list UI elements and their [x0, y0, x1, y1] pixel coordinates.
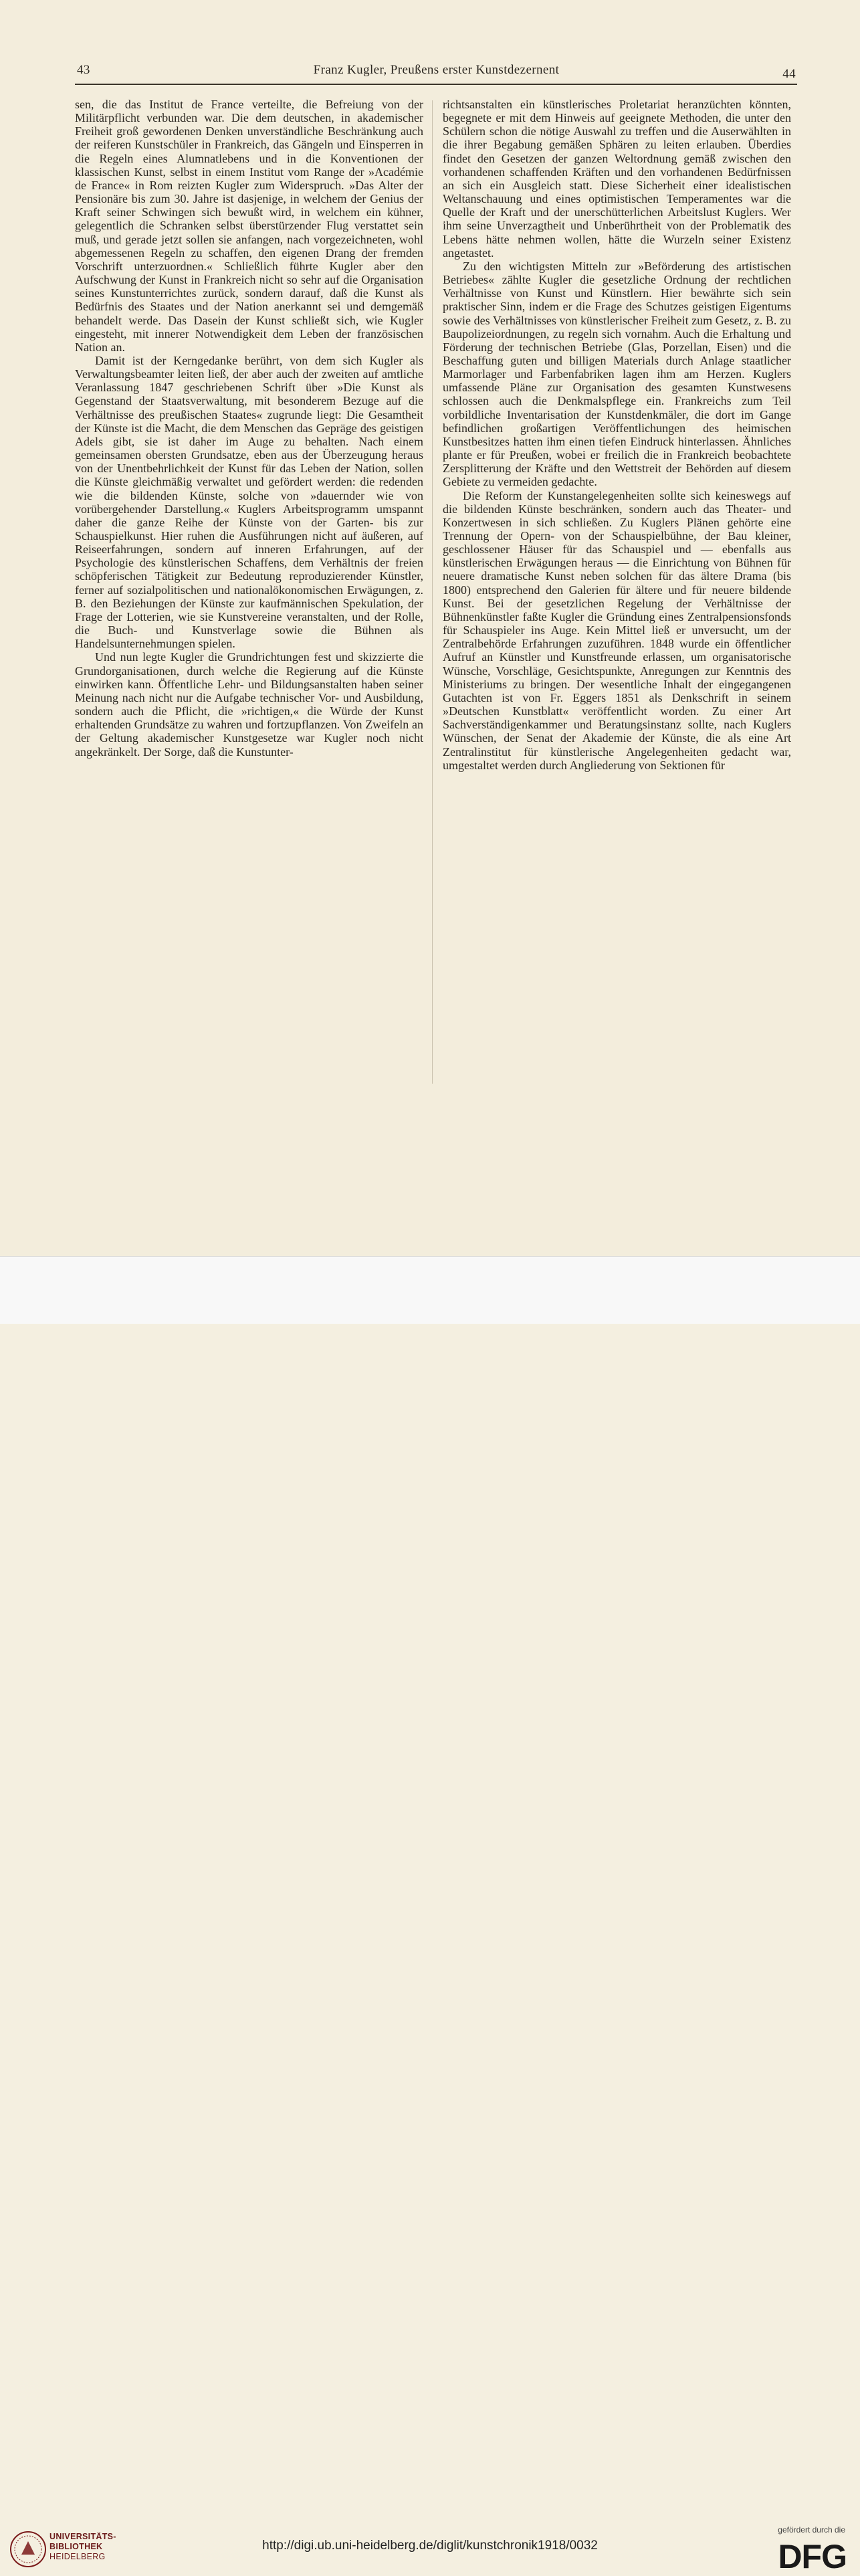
library-line: HEIDELBERG: [49, 2552, 106, 2561]
page-number-left: 43: [77, 63, 90, 77]
source-url-link[interactable]: http://digi.ub.uni-heidelberg.de/diglit/kunstchronik1918/0032: [262, 2539, 598, 2553]
paragraph: richtsanstalten ein künstlerisches Proletariat heranzüchten könnten, begegnete er mit dem Hinweis auf geeignete Methoden, die unter den Schülern schon die nötige Auswahl zu treffen und die Auserwählten in die ihrer Begabung gemäßen Sphären zu leiten erlauben. Überdies findet den Gesetzen der ganzen Weltordnung gemäß zwischen den vorhandenen schaffenden Kräften und den vorhandenen Bedürfnissen an sich ein Ausgleich statt. Diese Sicherheit einer idealistischen Weltanschauung und eines optimistischen Temperamentes war die Quelle der Kraft und der unerschütterlichen Arbeitslust Kuglers. Wer ihm seine Unverzagtheit und Unberührtheit von der Problematik des Lebens hätte nehmen wollen, hätte die Wurzeln seiner Existenz angetastet.: [443, 98, 791, 260]
header-rule: [75, 84, 797, 85]
running-title: Franz Kugler, Preußens erster Kunstdezernent: [313, 63, 560, 77]
paragraph: Die Reform der Kunstangelegenheiten sollte sich keineswegs auf die bildenden Künste beschränken, sondern auch das Theater- und Konzertwesen in sich schließen. Zu Kuglers Plänen gehörte eine Trennung der Opern- von der Schauspielbühne, der Bau kleiner, geschlossener Häuser für das Schauspiel und — ebenfalls aus künstlerischen Erwägungen heraus — die Einrichtung von Bühnen für neuere dramatische Kunst neben solchen für das ältere Drama (bis 1800) entsprechend den Galerien für ältere und für neuere bildende Kunst. Bei der gesetzlichen Regelung der Verhältnisse der Bühnenkünstler faßte Kugler die Gründung eines Zentralpensionsfonds für Schauspieler ins Auge. Kein Mittel ließ er unversucht, um der Zentralbehörde Erfahrungen zuzuführen. 1848 wurde ein öffentlicher Aufruf an Künstler und Kunstfreunde erlassen, um organisatorische Wünsche, Vorschläge, Gesichtspunkte, Anregungen zur Kenntnis des Ministeriums zu bringen. Der wesentliche Inhalt der eingegangenen Gutachten ist von Fr. Eggers 1851 als Denkschrift in seinem »Deutschen Kunstblatt« veröffentlicht worden. Zu einer Art Sachverständigenkammer und Beratungsinstanz sollte, nach Kuglers Wünschen, der Senat der Akademie der Künste, die als eine Art Zentralinstitut für künstlerische Angelegenheiten gedacht war, umgestaltet werden durch Angliederung von Sektionen für: [443, 488, 791, 772]
dfg-logo: DFG: [778, 2538, 847, 2575]
funded-by-label: gefördert durch die: [778, 2525, 845, 2535]
left-column: [75, 98, 423, 1082]
column-divider: [432, 100, 433, 1084]
paragraph: sen, die das Institut de France verteilte, die Befreiung von der Militärpflicht verbunden war. Die dem deutschen, in akademischer Freiheit groß gewordenen Denken unverständliche Beschränkung auch der reiferen Kunstschüler in Frankreich, das Gängeln und Einsperren in die Regeln eines Alumnatlebens und in die Konventionen der klassischen Kunst, selbst in einem Institut vom Range der »Académie de France« in Rom reizten Kugler zum Widerspruch. »Das Alter der Pensionäre bis zum 30. Jahre ist dasjenige, in welchem der Genius der Kraft seiner Schwingen sich bewußt wird, in welchem ein kühner, gelegentlich die Schranken selbst überstürzender Flug verstattet sein muß, und gerade jetzt sollen sie anfangen, nach vorgezeichneten, wohl abgemessenen Regeln zu schaffen, den eigenen Drang der fremden Vorschrift unterzuordnen.« Schließlich führte Kugler aber den Aufschwung der Kunst in Frankreich nicht so sehr auf die Organisation seines Kunstunterrichtes zurück, sondern darauf, daß die Kunst als Bedürfnis des Staates und der Nation anerkannt sei und demgemäß behandelt werde. Das Dasein der Kunst schließt sich, wie Kugler eingesteht, mit innerer Notwendigkeit dem Leben der französischen Nation an.: [75, 98, 423, 354]
library-line: UNIVERSITÄTS-: [49, 2532, 116, 2541]
scanned-page: [0, 0, 860, 1256]
page-number-right: 44: [782, 67, 796, 81]
paragraph: Zu den wichtigsten Mitteln zur »Beförderung des artistischen Betriebes« zählte Kugler die gesetzliche Ordnung der rechtlichen Verhältnisse von Kunst und Künstlern. Hier bewährte sich sein praktischer Sinn, indem er die Frage des Schutzes geistigen Eigentums sowie des Verhältnisses von künstlerischer Freiheit zum Gesetz, z. B. zu Baupolizeiordnungen, zu regeln sich vornahm. Auch die Erhaltung und Förderung der technischen Betriebe (Glas, Porzellan, Eisen) und die Beschaffung guten und billigen Materials durch Anlage staatlicher Marmorlager und Farbenfabriken lagen ihm am Herzen. Kuglers umfassende Pläne zur Organisation des gesamten Kunstwesens schlossen auch die Denkmalspflege ein. Frankreichs zum Teil vorbildliche Inventarisation der Kunstdenkmäler, die dort im Gange befindlichen großartigen Veröffentlichungen des heimischen Kunstbesitzes hatten ihm einen tiefen Eindruck hinterlassen. Ähnliches plante er für Preußen, wobei er freilich die in Frankreich beobachtete Zersplitterung der Kräfte und den Wettstreit der Behörden auf diesem Gebiete zu vermeiden gedachte.: [443, 259, 791, 489]
paragraph: Damit ist der Kerngedanke berührt, von dem sich Kugler als Verwaltungsbeamter leiten ließ, der aber auch der zweiten auf amtliche Veranlassung 1847 geschriebenen Schrift über »Die Kunst als Gegenstand der Staatsverwaltung, mit besonderem Bezuge auf die Verhältnisse des preußischen Staates« zugrunde liegt: Die Gesamtheit der Künste ist die Macht, die dem Menschen das Gepräge des geistigen Adels gibt, sie ist daher im Auge zu behalten. Nach einem gemeinsamen obersten Grundsatze, eben aus der Überzeugung heraus von der Unentbehrlichkeit der Kunst für das Leben der Nation, sollen die Künste gleichmäßig verwaltet und gefördert werden: die redenden wie die bildenden Künste, solche von »dauernder wie von vorübergehender Darstellung.« Kuglers Arbeitsprogramm umspannt daher die ganze Reihe der Künste von der Garten- bis zur Schauspielkunst. Hier ruhen die Ausführungen nicht auf äußeren, auf Reiseerfahrungen, sondern auf inneren Erfahrungen, auf der Psychologie des künstlerischen Schaffens, dem Verhältnis der freien schöpferischen Tätigkeit zur Bedeutung reproduzierender Künstler, ferner auf sozialpolitischen und nationalökonomischen Erwägungen, z. B. den Beziehungen der Künste zur kaufmännischen Spekulation, der Frage der Lotterien, wie sie Kunstvereine veranstalten, und der Rolle, die Buch- und Kunstverlage sowie die Bühnen als Handelsunternehmungen spielen.: [75, 353, 423, 651]
library-line: BIBLIOTHEK: [49, 2542, 103, 2551]
footer-bar: [0, 1256, 860, 2575]
paragraph: Und nun legte Kugler die Grundrichtungen fest und skizzierte die Grundorganisationen, durch welche die Regierung auf die Künste einwirken kann. Öffentliche Lehr- und Bildungsanstalten haben seiner Meinung nach nicht nur die Aufgabe technischer Vor- und Ausbildung, sondern auch die Pflicht, die »richtigen,« die Würde der Kunst erhaltenden Grundsätze zu wahren und fortzupflanzen. Von Zweifeln an der Geltung akademischer Kunstgesetze war Kugler noch nicht angekränkelt. Der Sorge, daß die Kunstunter-: [75, 650, 423, 759]
running-head: [77, 62, 796, 84]
right-column: [443, 98, 791, 1082]
